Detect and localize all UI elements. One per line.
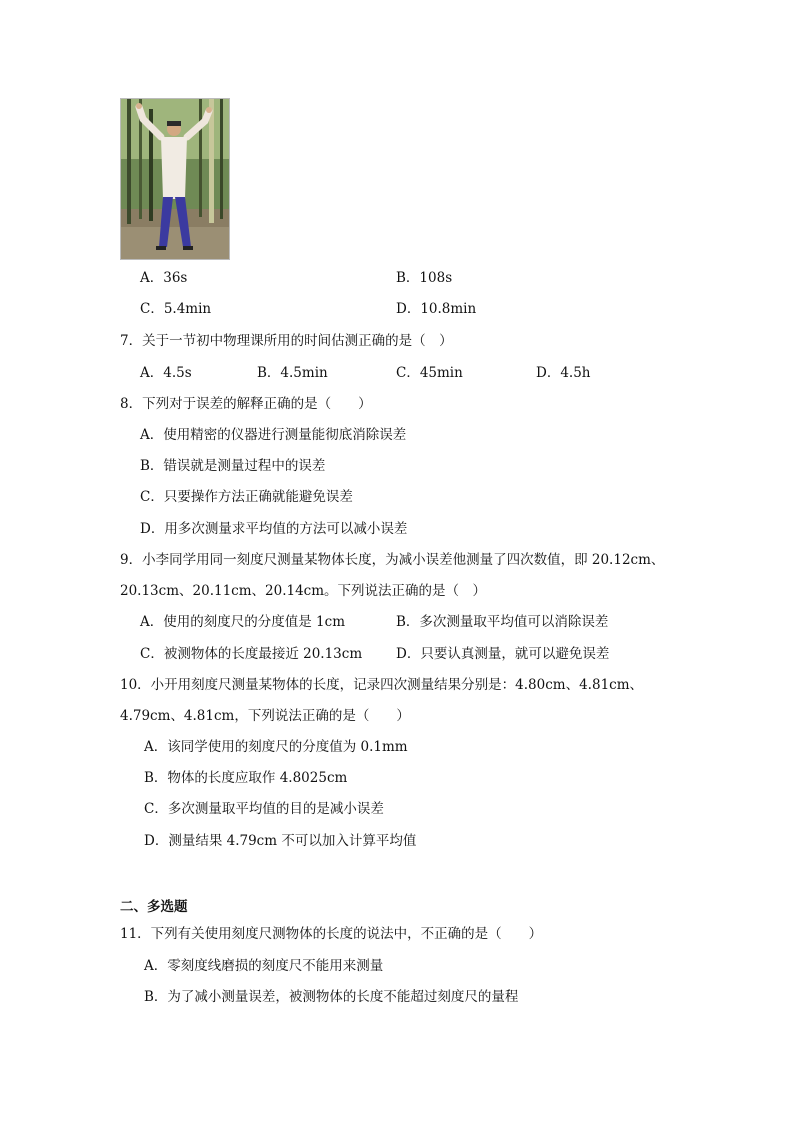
q8-option-b: B．错误就是测量过程中的误差: [140, 458, 326, 474]
q10-stem-line2: 4.79cm、4.81cm，下列说法正确的是（ ）: [120, 708, 410, 724]
q10-option-c: C．多次测量取平均值的目的是减小误差: [144, 801, 384, 817]
q9-option-c: C．被测物体的长度最接近 20.13cm: [140, 646, 363, 662]
q6-option-a: A．36s: [140, 270, 188, 286]
q10-option-b: B．物体的长度应取作 4.8025cm: [144, 770, 348, 786]
q10-option-d: D．测量结果 4.79cm 不可以加入计算平均值: [144, 833, 417, 849]
q8-option-d: D．用多次测量求平均值的方法可以减小误差: [140, 521, 408, 537]
q7-option-c: C．45min: [396, 365, 463, 381]
q6-option-b: B．108s: [396, 270, 453, 286]
q9-stem-line2: 20.13cm、20.11cm、20.14cm。下列说法正确的是（ ）: [120, 583, 487, 599]
q6-option-d: D．10.8min: [396, 301, 477, 317]
q8-stem: 8．下列对于误差的解释正确的是（ ）: [120, 396, 372, 412]
q6-option-c: C．5.4min: [140, 301, 212, 317]
q9-option-d: D．只要认真测量，就可以避免误差: [396, 646, 610, 662]
q7-option-a: A．4.5s: [140, 365, 192, 381]
q7-option-b: B．4.5min: [257, 365, 328, 381]
q7-stem: 7．关于一节初中物理课所用的时间估测正确的是（ ）: [120, 333, 453, 349]
q11-option-b: B．为了减小测量误差，被测物体的长度不能超过刻度尺的量程: [144, 989, 519, 1005]
q7-option-d: D．4.5h: [536, 365, 591, 381]
taichi-photo: [120, 98, 230, 260]
q11-option-a: A．零刻度线磨损的刻度尺不能用来测量: [144, 958, 384, 974]
q9-option-a: A．使用的刻度尺的分度值是 1cm: [140, 614, 345, 630]
q10-option-a: A．该同学使用的刻度尺的分度值为 0.1mm: [144, 739, 408, 755]
q11-stem: 11．下列有关使用刻度尺测物体的长度的说法中，不正确的是（ ）: [120, 926, 543, 942]
q8-option-a: A．使用精密的仪器进行测量能彻底消除误差: [140, 427, 407, 443]
section-title-multiple-choice: 二、多选题: [120, 899, 188, 915]
q8-option-c: C．只要操作方法正确就能避免误差: [140, 489, 353, 505]
q10-stem-line1: 10．小开用刻度尺测量某物体的长度，记录四次测量结果分别是：4.80cm、4.81cm、: [120, 677, 644, 693]
q9-stem-line1: 9．小李同学用同一刻度尺测量某物体长度，为减小误差他测量了四次数值，即 20.12cm、: [120, 552, 665, 568]
q9-option-b: B．多次测量取平均值可以消除误差: [396, 614, 609, 630]
